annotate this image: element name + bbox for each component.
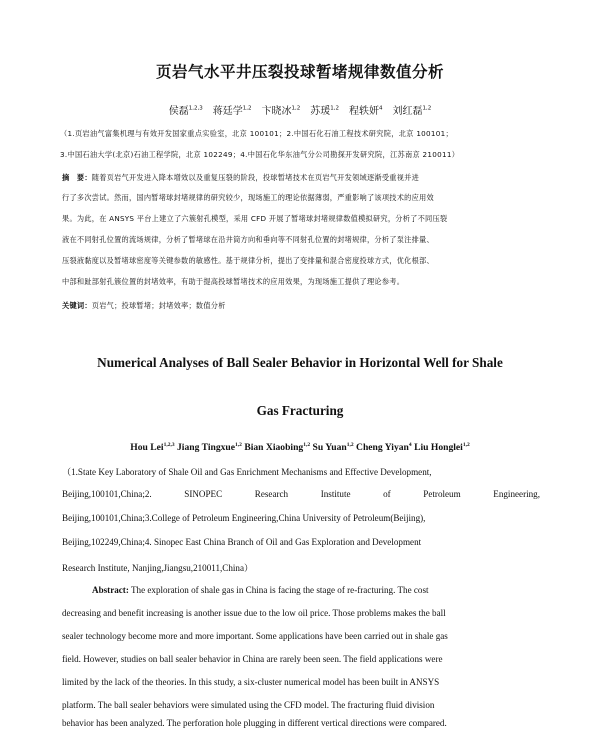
author	[349, 106, 383, 117]
en-abstract-line	[92, 585, 540, 595]
en-title-line: Gas Fracturing	[256, 403, 344, 418]
author-affiliation-mark: 1,2	[303, 442, 311, 448]
en-abstract-label: Abstract:	[92, 585, 129, 595]
zh-abstract-label: 摘 要：	[62, 173, 92, 182]
en-abstract-line: sealer technology become more and more important. Some applications have been carried out in shale gas	[62, 631, 448, 641]
author-affiliation-mark: 4	[379, 105, 383, 112]
author-name: 侯磊	[168, 106, 189, 117]
zh-affiliation-line: 3.中国石油大学(北京)石油工程学院，北京 102249；4.中国石化华东油气分公司勘探开发研究院，江苏南京 210011）	[60, 150, 460, 159]
author-name: 程轶妍	[349, 106, 379, 117]
zh-abstract-line: 压裂液黏度以及暂堵球密度等关键参数的敏感性。基于规律分析，提出了变排量和混合密度投球方式，优化根部、	[62, 256, 434, 265]
author	[244, 442, 310, 453]
en-affiliation-line: （1.State Key Laboratory of Shale Oil and Gas Enrichment Mechanisms and Effective Development,	[62, 467, 432, 477]
author	[310, 106, 339, 117]
author-name: Jiang Tingxue	[177, 442, 236, 454]
zh-title: 页岩气水平井压裂投球暂堵规律数值分析	[155, 63, 444, 81]
en-abstract-line: field. However, studies on ball sealer behavior in China are rarely been seen. The field applications were	[62, 654, 443, 664]
en-affiliation-line: Research Institute, Nanjing,Jiangsu,210011,China）	[62, 563, 254, 573]
author-affiliation-mark: 1,2,3	[188, 105, 203, 112]
zh-abstract-line: 液在不同射孔位置的流场规律，分析了暂堵球在沿井筒方向和垂向等不同射孔位置的封堵规律，分析了泵注排量、	[62, 235, 434, 244]
author-affiliation-mark: 1,2	[422, 105, 432, 112]
author	[393, 106, 432, 117]
author	[169, 106, 203, 117]
author-affiliation-mark: 1,2	[291, 105, 301, 112]
author-name: Su Yuan	[312, 442, 347, 454]
en-author-list	[0, 442, 600, 453]
author	[313, 442, 354, 453]
author-name: Hou Lei	[130, 442, 164, 454]
en-abstract-line: behavior has been analyzed. The perforation hole plugging in different vertical directions were compared.	[62, 718, 447, 728]
author-name: Cheng Yiyan	[356, 442, 409, 454]
author	[177, 442, 242, 453]
zh-affiliation-line: （1.页岩油气富集机理与有效开发国家重点实验室，北京 100101；2.中国石化石油工程技术研究院，北京 100101；	[60, 129, 454, 138]
author-name: 蒋廷学	[212, 106, 243, 117]
zh-author-list	[0, 102, 600, 117]
author	[130, 442, 174, 453]
author	[262, 106, 301, 117]
author-affiliation-mark: 1,2	[235, 442, 242, 448]
en-abstract-line: platform. The ball sealer behaviors were simulated using the CFD model. The fracturing fluid division	[62, 700, 435, 710]
author-name: 苏瑗	[310, 106, 331, 117]
zh-abstract-line	[62, 172, 540, 183]
author-affiliation-mark: 1,2,3	[163, 442, 175, 448]
zh-abstract-text: 随着页岩气开发进入降本增效以及重复压裂的阶段，投球暂堵技术在页岩气开发领域逐渐受重视并进	[91, 173, 420, 182]
en-abstract-text: The exploration of shale gas in China is facing the stage of re-fracturing. The cost	[130, 585, 429, 595]
zh-keywords-label: 关键词：	[62, 301, 92, 310]
author	[414, 442, 470, 453]
author-affiliation-mark: 4	[408, 442, 412, 448]
en-title-line: Numerical Analyses of Ball Sealer Behavior in Horizontal Well for Shale	[97, 355, 503, 370]
author-affiliation-mark: 1,2	[462, 442, 470, 448]
author	[356, 442, 412, 453]
author-name: Liu Honglei	[414, 442, 463, 454]
author	[213, 106, 252, 117]
zh-abstract-line: 果。为此，在 ANSYS 平台上建立了六簇射孔模型，采用 CFD 开展了暂堵球封堵规律数值模拟研究，分析了不同压裂	[62, 214, 448, 223]
zh-abstract-line: 行了多次尝试。然而，国内暂堵球封堵规律的研究较少，现场施工的理论依据薄弱，严重影响了该项技术的应用效	[62, 193, 434, 202]
en-affiliation-line: Beijing,102249,China;4. Sinopec East China Branch of Oil and Gas Exploration and Development	[62, 537, 422, 547]
author-affiliation-mark: 1,2	[330, 105, 339, 112]
author-name: 卞晓冰	[261, 106, 292, 117]
en-affiliation-line: Beijing,100101,China;2. SINOPEC Research Institute of Petroleum Engineering,	[62, 489, 540, 499]
author-affiliation-mark: 1,2	[242, 105, 252, 112]
en-abstract-line: decreasing and benefit increasing is another issue due to the low oil price. Those problems makes the ball	[62, 608, 446, 618]
en-abstract-line: limited by the lack of the theories. In this study, a six-cluster numerical model has been built in ANSYS	[62, 677, 440, 687]
author-affiliation-mark: 1,2	[346, 442, 354, 448]
author-name: 刘红磊	[392, 106, 423, 117]
author-name: Bian Xiaobing	[244, 442, 304, 454]
en-affiliation-line: Beijing,100101,China;3.College of Petroleum Engineering,China University of Petroleum(Beijing),	[62, 513, 426, 523]
zh-keywords-line	[62, 300, 540, 311]
zh-keywords: 页岩气；投球暂堵；封堵效率；数值分析	[91, 301, 226, 310]
zh-abstract-line: 中部和趾部射孔簇位置的封堵效率，有助于提高投球暂堵技术的应用效果，为现场施工提供了理论参考。	[62, 277, 405, 286]
